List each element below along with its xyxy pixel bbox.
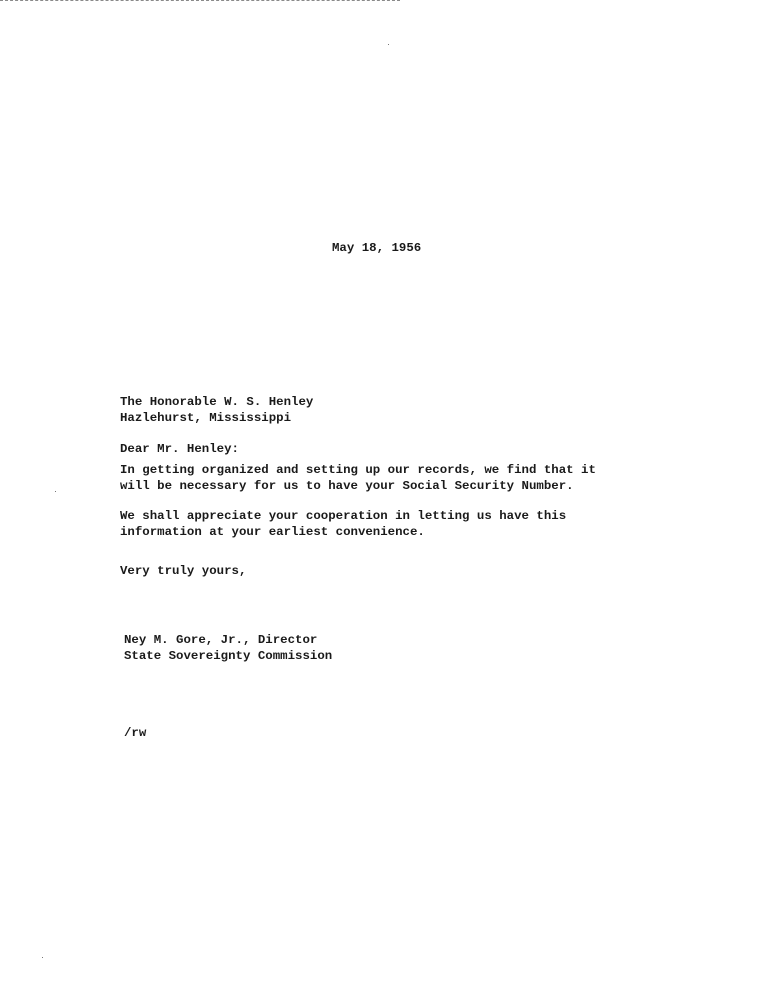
signer-name-title: Ney M. Gore, Jr., Director bbox=[124, 633, 318, 647]
letter-date: May 18, 1956 bbox=[332, 241, 422, 255]
paragraph-2-line-2: information at your earliest convenience. bbox=[120, 525, 425, 539]
body-paragraph-1 bbox=[120, 462, 596, 494]
signer-organization: State Sovereignty Commission bbox=[124, 649, 333, 663]
page-top-border bbox=[0, 0, 400, 1]
addressee-location: Hazlehurst, Mississippi bbox=[120, 411, 292, 425]
body-paragraph-2 bbox=[120, 508, 566, 540]
paragraph-1-line-2: will be necessary for us to have your Social Security Number. bbox=[120, 479, 574, 493]
signature-block bbox=[124, 632, 332, 664]
salutation bbox=[120, 441, 239, 457]
addressee-name: The Honorable W. S. Henley bbox=[120, 395, 314, 409]
scan-speck bbox=[388, 44, 389, 45]
addressee-block bbox=[120, 394, 313, 426]
paragraph-2-line-1: We shall appreciate your cooperation in letting us have this bbox=[120, 509, 567, 523]
typist-initials: /rw bbox=[124, 726, 147, 740]
scan-speck bbox=[55, 491, 56, 492]
complimentary-closing bbox=[120, 563, 246, 579]
salutation-text: Dear Mr. Henley: bbox=[120, 442, 239, 456]
scan-speck bbox=[42, 957, 43, 958]
paragraph-1-line-1: In getting organized and setting up our records, we find that it bbox=[120, 463, 596, 477]
closing-text: Very truly yours, bbox=[120, 564, 247, 578]
